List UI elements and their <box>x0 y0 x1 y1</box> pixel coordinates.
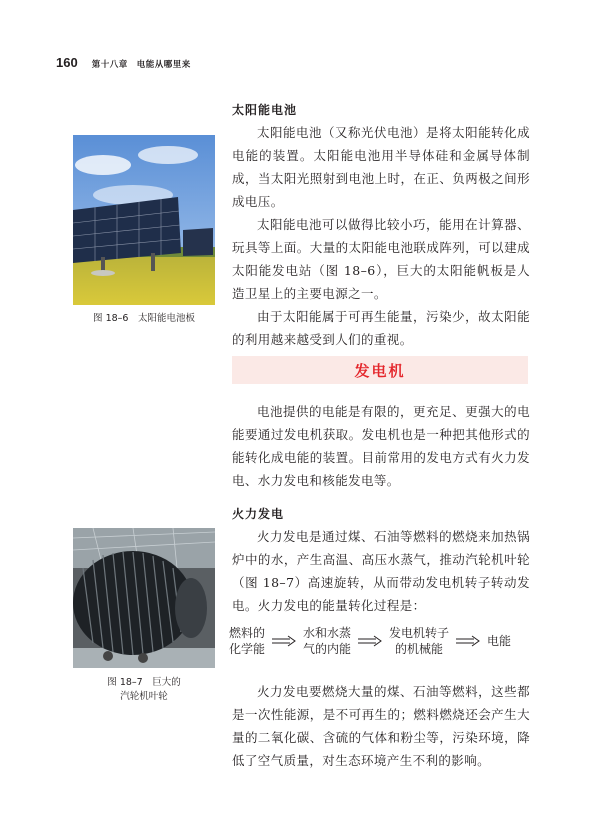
thermal-power-heading: 火力发电 <box>232 507 285 521</box>
solar-section <box>232 101 530 351</box>
section-title-generator: 发电机 <box>354 361 406 380</box>
solar-panel-photo <box>73 135 215 305</box>
solar-paragraph-3: 由于太阳能属于可再生能量，污染少，故太阳能的利用越来越受到人们的重视。 <box>232 309 530 347</box>
thermal-section <box>232 505 530 617</box>
solar-paragraph-1: 太阳能电池（又称光伏电池）是将太阳能转化成电能的装置。太阳能电池用半导体硅和金属导体制成，当太阳光照射到电池上时，在正、负两极之间形成电压。 <box>232 125 530 209</box>
figure-18-7-caption-line-2: 汽轮机叶轮 <box>120 691 168 702</box>
solar-paragraph-2: 太阳能电池可以做得比较小巧，能用在计算器、玩具等上面。大量的太阳能电池联成阵列，可以建成太阳能发电站（图 18–6），巨大的太阳能帆板是人造卫星上的主要电源之一。 <box>232 217 530 301</box>
thermal-paragraph-1: 火力发电是通过煤、石油等燃料的燃烧来加热锅炉中的水，产生高温、高压水蒸气，推动汽轮机叶轮（图 18–7）高速旋转，从而带动发电机转子转动发电。火力发电的能量转化过程是： <box>232 529 530 613</box>
figure-18-6-caption: 图 18–6 太阳能电池板 <box>93 313 195 324</box>
flow-step-chemical-energy: 燃料的 化学能 <box>229 626 266 656</box>
double-arrow-icon <box>271 635 297 647</box>
generator-intro-paragraph: 电池提供的电能是有限的，更充足、更强大的电能要通过发电机获取。发电机也是一种把其他形式的能转化成电能的装置。目前常用的发电方式有火力发电、水力发电和核能发电等。 <box>232 404 530 488</box>
double-arrow-icon <box>455 635 481 647</box>
flow-step-electric-energy: 电能 <box>487 634 512 648</box>
generator-intro <box>232 400 530 492</box>
turbine-photo <box>73 528 215 668</box>
thermal-section-continued <box>232 680 530 772</box>
double-arrow-icon <box>357 635 383 647</box>
section-band <box>232 356 528 384</box>
page-number: 160 <box>56 55 78 70</box>
running-header <box>56 55 191 73</box>
flow-step-mechanical-energy: 发电机转子 的机械能 <box>389 626 450 656</box>
solar-cell-heading: 太阳能电池 <box>232 103 298 117</box>
flow-step-internal-energy: 水和水蒸 气的内能 <box>303 626 352 656</box>
figure-18-7-caption <box>73 676 215 704</box>
thermal-paragraph-2: 火力发电要燃烧大量的煤、石油等燃料，这些都是一次性能源，是不可再生的；燃料燃烧还会产生大量的二氧化碳、含硫的气体和粉尘等，污染环境，降低了空气质量，对生态环境产生不利的影响。 <box>232 684 530 768</box>
chapter-title: 第十八章 电能从哪里来 <box>91 60 191 70</box>
figure-18-7-caption-line-1: 图 18–7 巨大的 <box>107 677 181 688</box>
energy-conversion-flow <box>229 622 531 660</box>
